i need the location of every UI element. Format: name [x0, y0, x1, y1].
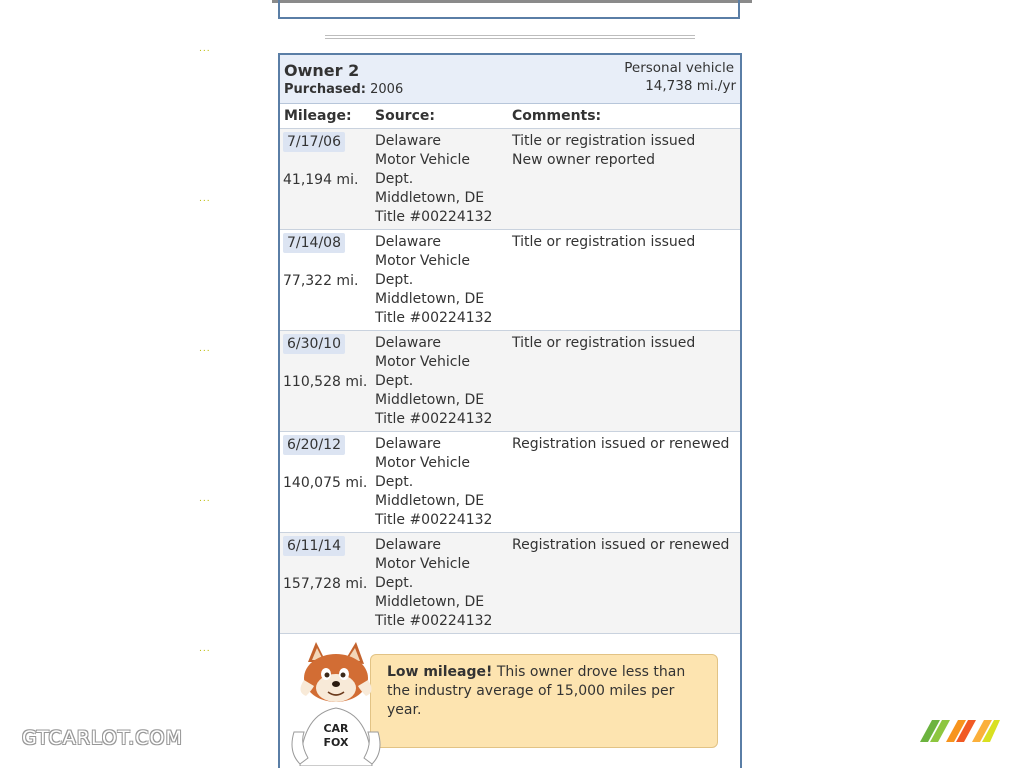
callout-area: [280, 634, 740, 770]
callout-bold: Low mileage!: [387, 664, 493, 680]
owner-title: Owner 2: [284, 61, 360, 80]
source-line: Middletown, DE: [375, 493, 485, 509]
shirt-text-line1: CAR: [323, 722, 349, 735]
record-source: [375, 233, 500, 328]
purchased-year: 2006: [370, 82, 404, 97]
record-mileage: 41,194 mi.: [283, 172, 359, 188]
source-line: Motor Vehicle: [375, 253, 470, 269]
source-line: Dept.: [375, 272, 414, 288]
comment-line: Title or registration issued: [512, 335, 696, 351]
margin-dots: ...: [199, 644, 211, 654]
source-line: Delaware: [375, 436, 441, 452]
source-line: Middletown, DE: [375, 190, 485, 206]
record-mileage: 140,075 mi.: [283, 475, 368, 491]
comment-line: Title or registration issued: [512, 234, 696, 250]
source-line: Motor Vehicle: [375, 152, 470, 168]
source-line: Title #00224132: [375, 209, 493, 225]
stripes-logo-icon: [918, 720, 1000, 742]
source-line: Middletown, DE: [375, 392, 485, 408]
mileage-column-header: Mileage:: [284, 108, 352, 124]
record-comments: [512, 435, 740, 454]
record-source: [375, 435, 500, 530]
annual-mileage: 14,738 mi./yr: [645, 78, 736, 94]
record-mileage: 77,322 mi.: [283, 273, 359, 289]
record-mileage: 110,528 mi.: [283, 374, 368, 390]
margin-dots: ...: [199, 344, 211, 354]
record-date: 6/11/14: [283, 536, 345, 556]
shirt-text-line2: FOX: [323, 736, 349, 749]
margin-dots: ...: [199, 44, 211, 54]
source-line: Middletown, DE: [375, 291, 485, 307]
record-source: [375, 536, 500, 631]
record-date: 6/20/12: [283, 435, 345, 455]
owner-history-card: [278, 53, 742, 768]
source-line: Title #00224132: [375, 613, 493, 629]
source-line: Delaware: [375, 537, 441, 553]
record-date: 7/17/06: [283, 132, 345, 152]
source-line: Dept.: [375, 575, 414, 591]
column-headers: [280, 104, 740, 129]
source-line: Title #00224132: [375, 310, 493, 326]
source-line: Title #00224132: [375, 512, 493, 528]
record-date: 7/14/08: [283, 233, 345, 253]
vehicle-type: Personal vehicle: [624, 60, 734, 76]
previous-card-fragment: [278, 0, 740, 19]
record-date: 6/30/10: [283, 334, 345, 354]
record-comments: [512, 132, 740, 170]
source-line: Middletown, DE: [375, 594, 485, 610]
record-comments: [512, 334, 740, 353]
comment-line: Registration issued or renewed: [512, 436, 730, 452]
owner-header: [280, 55, 740, 104]
record-row: [280, 230, 740, 331]
margin-dots: ...: [199, 494, 211, 504]
purchased-label: Purchased:: [284, 82, 366, 97]
source-line: Dept.: [375, 373, 414, 389]
source-column-header: Source:: [375, 108, 435, 124]
purchased-info: [284, 82, 403, 97]
callout-text: This owner drove less than the industry average of 15,000 miles per year.: [387, 664, 686, 718]
record-comments: [512, 536, 740, 555]
record-row: [280, 533, 740, 634]
comments-column-header: Comments:: [512, 108, 602, 124]
source-line: Motor Vehicle: [375, 354, 470, 370]
source-line: Motor Vehicle: [375, 556, 470, 572]
source-line: Motor Vehicle: [375, 455, 470, 471]
record-source: [375, 334, 500, 429]
margin-dots: ...: [199, 194, 211, 204]
record-row: [280, 432, 740, 533]
record-row: [280, 331, 740, 432]
source-line: Delaware: [375, 335, 441, 351]
comment-line: Registration issued or renewed: [512, 537, 730, 553]
source-line: Title #00224132: [375, 411, 493, 427]
comment-line: New owner reported: [512, 152, 655, 168]
source-line: Dept.: [375, 474, 414, 490]
source-line: Delaware: [375, 234, 441, 250]
low-mileage-callout: [370, 654, 718, 748]
records-list: [280, 129, 740, 634]
record-row: [280, 129, 740, 230]
gtcarlot-watermark: GTCARLOT.COM: [22, 727, 183, 749]
record-comments: [512, 233, 740, 252]
source-line: Dept.: [375, 171, 414, 187]
comment-line: Title or registration issued: [512, 133, 696, 149]
source-line: Delaware: [375, 133, 441, 149]
section-divider: [325, 35, 695, 39]
record-source: [375, 132, 500, 227]
carfox-mascot-icon: [286, 640, 386, 766]
record-mileage: 157,728 mi.: [283, 576, 368, 592]
